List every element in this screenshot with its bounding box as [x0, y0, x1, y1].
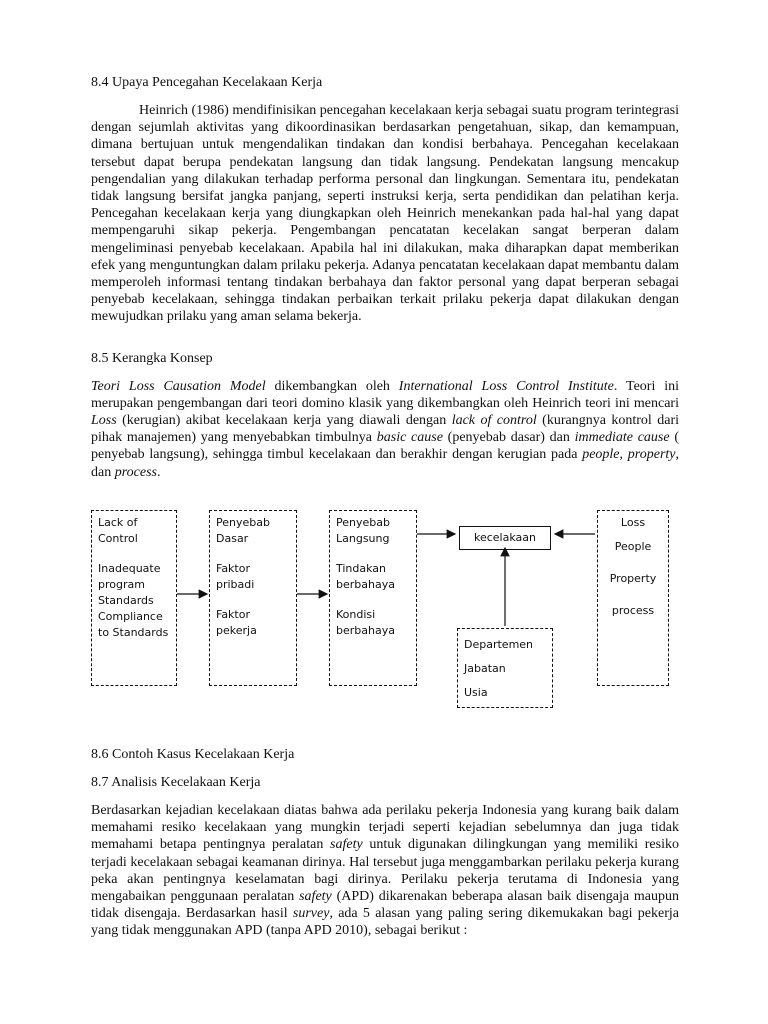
paragraph-8-5: Teori Loss Causation Model dikembangkan oleh International Loss Control Institute. Teori ini merupakan pengembangan dari teori domino klasik yang dikembangkan oleh Heinrich teori ini mencari Loss (kerugian) akibat kecelakaan kerja yang diawali dengan lack of control (kurangnya kontrol dari pihak manajemen) yang menyebabkan timbulnya basic cause (penyebab dasar) dan immediate cause ( penyebab langsung), sehingga timbul kecelakaan dan berakhir dengan kerugian pada people, property, dan process. [91, 378, 680, 480]
box-penyebab-langsung: Penyebab Langsung Tindakan berbahaya Kondisi berbahaya [329, 510, 417, 686]
document-page-lower [91, 746, 679, 940]
heading-8-7: 8.7 Analisis Kecelakaan Kerja [91, 775, 261, 790]
paragraph-8-7: Berdasarkan kejadian kecelakaan diatas bahwa ada perilaku pekerja Indonesia yang kurang baik dalam memahami resiko kecelakaan yang mungkin terjadi seperti kejadian sebelumnya dan juga tidak memahami betapa pentingnya peralatan safety untuk digunakan dilingkungan yang memiliki resiko terjadi kecelakaan sebagai keamanan dirinya. Hal tersebut juga menggambarkan perilaku pekerja kurang peka akan pentingnya keselamatan bagi dirinya. Perilaku pekerja terutama di Indonesia yang mengabaikan penggunaan peralatan safety (APD) dikarenakan beberapa alasan baik disengaja maupun tidak disengaja. Berdasarkan hasil survey, ada 5 alasan yang paling sering dikemukakan bagi pekerja yang tidak menggunakan APD (tanpa APD 2010), sebagai berikut : [91, 803, 679, 939]
box-kecelakaan: kecelakaan [459, 526, 551, 550]
heading-8-6: 8.6 Contoh Kasus Kecelakaan Kerja [91, 747, 295, 762]
loss-causation-diagram [91, 506, 671, 706]
heading-8-5: 8.5 Kerangka Konsep [91, 350, 213, 366]
paragraph-8-4: Heinrich (1986) mendifinisikan pencegahan kecelakaan kerja sebagai suatu program terintegrasi dengan sejumlah aktivitas yang dikoordinasikan berdasarkan pengetahuan, sikap, dan kemampuan, dimana bertujuan untuk mengendalikan tindakan dan kondisi berbahaya. Pencegahan kecelakaan tersebut dapat berupa pendekatan langsung dan tidak langsung. Pendekatan langsung mencakup pengendalian yang dilakukan terhadap performa personal dan lingkungan. Sementara itu, pendekatan tidak langsung bersifat jangka panjang, seperti instruksi kerja, serta pendidikan dan pelatihan kerja. Pencegahan kecelakaan kerja yang diungkapkan oleh Heinrich menekankan pada hal-hal yang dapat mempengaruhi sikap pekerja. Pengembangan pencatatan kecelakan sangat berperan dalam mengeliminasi penyebab kecelakaan. Apabila hal ini dilakukan, maka diharapkan dapat memberikan efek yang menguntungkan dalam prilaku pekerja. Adanya pencatatan kecelakaan dapat membantu dalam memperoleh informasi tentang tindakan berbahaya dan faktor personal yang dapat berperan sebagai penyebab kecelakaan, sehingga tindakan perbaikan terkait prilaku pekerja dapat dilakukan dengan mewujudkan prilaku yang aman selama bekerja. [91, 103, 679, 325]
heading-8-4: 8.4 Upaya Pencegahan Kecelakaan Kerja [91, 75, 323, 90]
box-faktor-individu: Departemen Jabatan Usia [457, 628, 553, 708]
box-loss: Loss People Property process [597, 510, 669, 686]
document-page [91, 74, 679, 481]
box-penyebab-dasar: Penyebab Dasar Faktor pribadi Faktor pekerja [209, 510, 297, 686]
box-lack-of-control: Lack of Control Inadequate program Standards Compliance to Standards [91, 510, 177, 686]
